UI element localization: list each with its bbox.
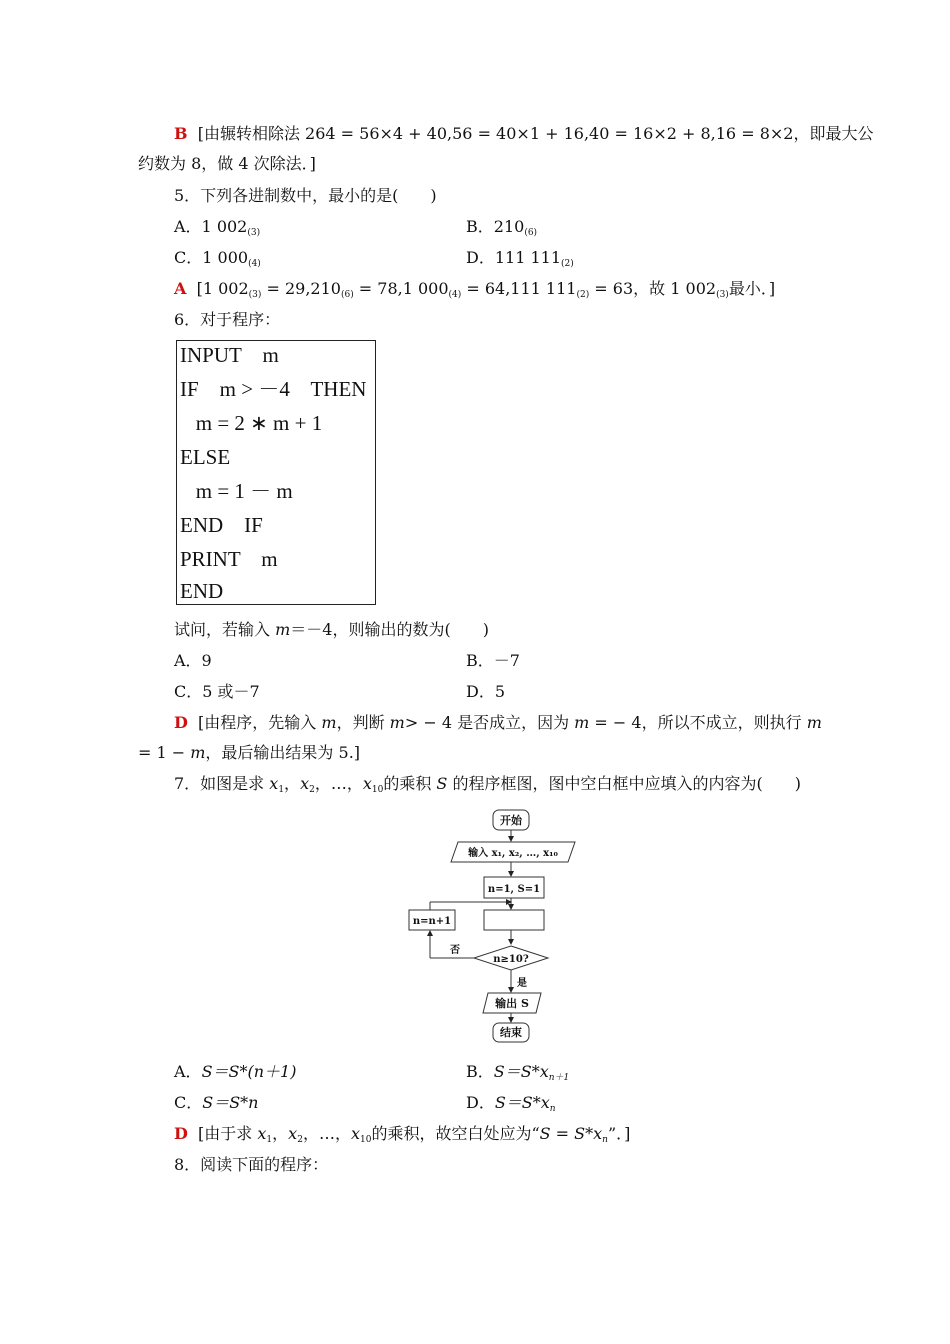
q4-answer-letter: B xyxy=(174,124,188,143)
q7-option-b: B．$S=S*x_{n+1}$ xyxy=(466,1062,570,1083)
q7-flowchart xyxy=(400,806,590,1046)
q7-option-c: C．S＝S*n xyxy=(174,1093,259,1112)
q7-stem: 7．如图是求 $x_1$，$x_2$，…，$x_{10}$的乘积 S 的程序框图，图中空白框中应填入的内容为( ) xyxy=(174,774,801,795)
q5-option-c: C．1 $000_{(4)}$ xyxy=(174,248,261,269)
flow-no-label: 否 xyxy=(450,945,460,956)
q6-option-d: D．5 xyxy=(466,682,506,701)
q6-option-c: C．5 或－7 xyxy=(174,682,260,701)
code-line: END xyxy=(180,579,224,603)
q4-answer-line xyxy=(174,124,873,144)
q7-answer-line: D [由于求 $x_1$，$x_2$，…，$x_{10}$的乘积，故空白处应为“$S = S*x_n$”．] xyxy=(174,1124,631,1145)
code-line: END IF xyxy=(180,513,263,537)
q5-stem: 5．下列各进制数中，最小的是( ) xyxy=(174,186,437,205)
q6-answer-line: D [由程序，先输入 m，判断 m> − 4 是否成立，因为 m = − 4，所以不成立，则执行 m xyxy=(174,713,822,732)
q6-code-box xyxy=(176,340,376,605)
code-line: PRINT m xyxy=(180,547,278,571)
code-line: INPUT m xyxy=(180,343,279,367)
q4-explanation-2: 约数为 8，做 4 次除法．] xyxy=(138,154,316,173)
q5-answer-line: A [1 $002_{(3)} = 29,210_{(6)} = 78,1$ $000_{(4)} = 64,111$ $111_{(2)} = 63$，故 1 $002_{(3)}$最小．] xyxy=(174,279,776,300)
flow-increment-text: n=n+1 xyxy=(412,916,452,927)
q6-option-a: A．9 xyxy=(174,651,212,670)
flow-yes-label: 是 xyxy=(517,978,527,989)
code-line: ELSE xyxy=(180,445,231,469)
code-line: m = 2 ∗ m + 1 xyxy=(180,411,323,435)
q6-stem: 6．对于程序： xyxy=(174,310,281,329)
flow-output-text: 输出 S xyxy=(495,997,529,1010)
q5-option-a: A．1 $002_{(3)}$ xyxy=(174,217,261,238)
q7-answer-letter: D xyxy=(174,1124,188,1143)
q6-explanation-2: = 1 − m，最后输出结果为 5.] xyxy=(138,743,361,762)
q5-answer-letter: A xyxy=(174,279,187,298)
flow-input-text: 输入 x₁, x₂, …, x₁₀ xyxy=(468,848,558,859)
q6-option-b: B．－7 xyxy=(466,651,520,670)
q6-answer-letter: D xyxy=(174,713,188,732)
q5-option-b: B．$210_{(6)}$ xyxy=(466,217,538,238)
code-line: m = 1 － m xyxy=(180,479,293,503)
flow-condition-text: n≥10? xyxy=(493,954,529,965)
flow-end-text: 结束 xyxy=(500,1026,522,1039)
flow-empty-box xyxy=(484,910,544,930)
flow-start-text: 开始 xyxy=(500,814,522,827)
flow-init-text: n=1, S=1 xyxy=(487,884,541,895)
q5-option-d: D．111 $111_{(2)}$ xyxy=(466,248,574,269)
q8-stem: 8．阅读下面的程序： xyxy=(174,1155,329,1174)
q7-option-d: D．$S=S*x_n$ xyxy=(466,1093,556,1114)
q4-explanation-1: [由辗转相除法 264 = 56×4 + 40,56 = 40×1 + 16,40 = 16×2 + 8,16 = 8×2，即最大公 xyxy=(197,124,874,143)
q7-option-a: A．S＝S*(n＋1) xyxy=(174,1062,297,1081)
code-line: IF m > －4 THEN xyxy=(180,377,367,401)
q6-question: 试问，若输入 m＝－4，则输出的数为( ) xyxy=(174,620,489,639)
